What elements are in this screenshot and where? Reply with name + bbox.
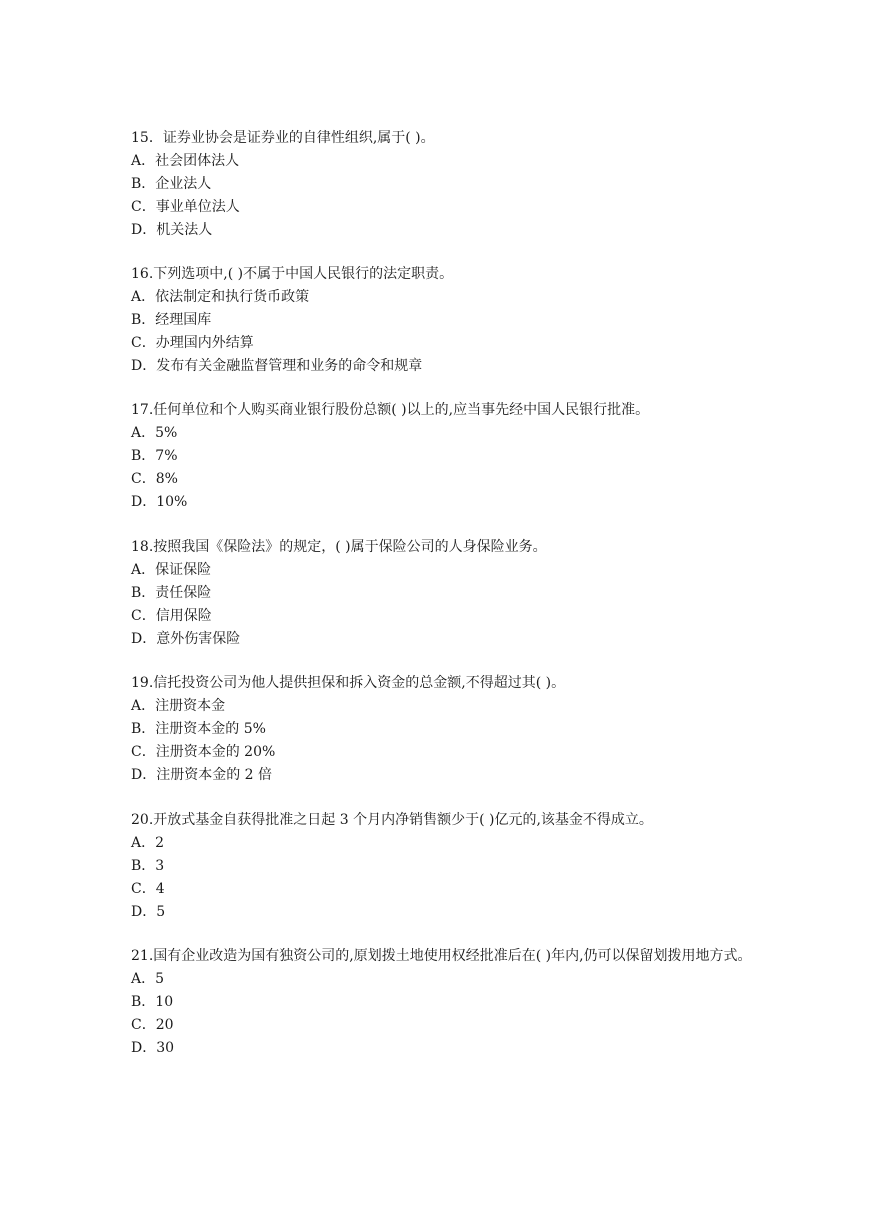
option-c: C．8%: [131, 471, 178, 487]
question-16: [131, 263, 771, 378]
option-b: B．责任保险: [131, 585, 212, 601]
option-c: C．20: [131, 1017, 174, 1033]
question-text: 17.任何单位和个人购买商业银行股份总额( )以上的,应当事先经中国人民银行批准。: [131, 402, 650, 418]
option-a: A．5: [131, 971, 165, 987]
question-19: [131, 672, 771, 787]
option-d: D．注册资本金的 2 倍: [131, 767, 273, 783]
question-15: [131, 127, 771, 242]
option-a: A．5%: [131, 425, 178, 441]
option-a: A．社会团体法人: [131, 153, 240, 169]
option-d: D．5: [131, 904, 166, 920]
question-text: 20.开放式基金自获得批准之日起 3 个月内净销售额少于( )亿元的,该基金不得成立。: [131, 812, 653, 828]
option-a: A．保证保险: [131, 562, 212, 578]
option-a: A．注册资本金: [131, 698, 226, 714]
option-a: A．2: [131, 835, 165, 851]
option-a: A．依法制定和执行货币政策: [131, 289, 310, 305]
option-d: D．机关法人: [131, 222, 213, 238]
option-b: B．企业法人: [131, 176, 212, 192]
option-d: D．30: [131, 1040, 175, 1056]
option-d: D．意外伤害保险: [131, 631, 241, 647]
option-b: B．经理国库: [131, 312, 212, 328]
option-b: B．注册资本金的 5%: [131, 721, 266, 737]
question-text: 19.信托投资公司为他人提供担保和拆入资金的总金额,不得超过其( )。: [131, 675, 566, 691]
option-d: D．10%: [131, 494, 188, 510]
question-17: [131, 399, 771, 514]
question-text: 18.按照我国《保险法》的规定，( )属于保险公司的人身保险业务。: [131, 539, 547, 555]
option-c: C．事业单位法人: [131, 199, 240, 215]
question-text: 21.国有企业改造为国有独资公司的,原划拨土地使用权经批准后在( )年内,仍可以保留划拨用地方式。: [131, 948, 752, 964]
option-b: B．10: [131, 994, 174, 1010]
option-b: B．7%: [131, 448, 178, 464]
option-c: C．办理国内外结算: [131, 335, 254, 351]
question-18: [131, 536, 771, 651]
option-c: C．4: [131, 881, 165, 897]
question-21: [131, 945, 771, 1060]
question-text: 15．证券业协会是证券业的自律性组织,属于( )。: [131, 130, 435, 146]
option-d: D．发布有关金融监督管理和业务的命令和规章: [131, 358, 423, 374]
option-b: B．3: [131, 858, 165, 874]
option-c: C．信用保险: [131, 608, 212, 624]
option-c: C．注册资本金的 20%: [131, 744, 276, 760]
question-text: 16.下列选项中,( )不属于中国人民银行的法定职责。: [131, 266, 454, 282]
question-20: [131, 809, 771, 924]
